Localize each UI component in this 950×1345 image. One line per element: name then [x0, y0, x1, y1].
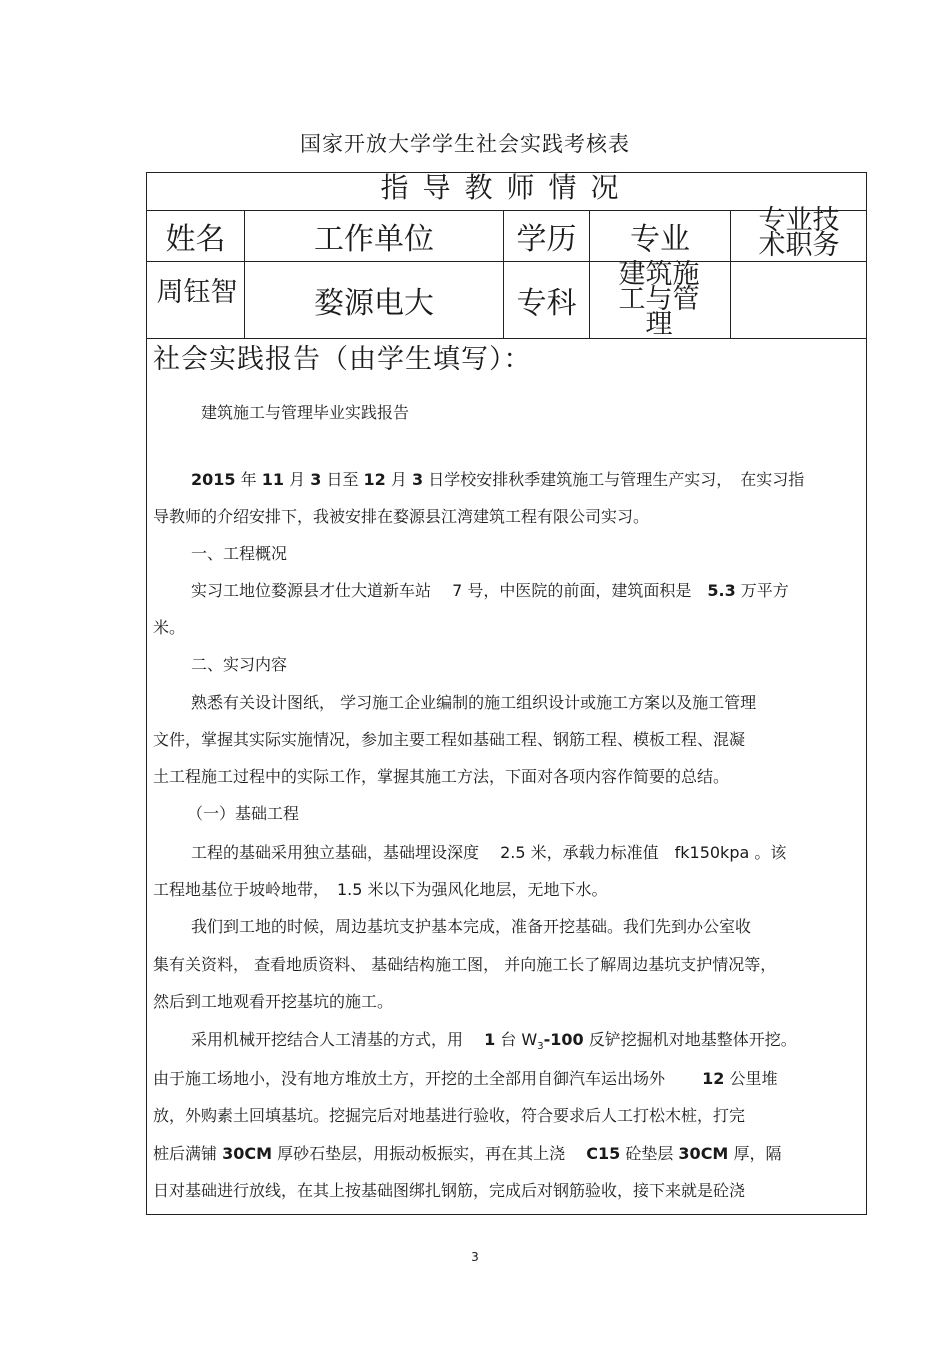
paragraph-line: 文件，掌握其实际实施情况，参加主要工程如基础工程、钢筋工程、模板工程、混凝: [153, 730, 746, 749]
paragraph-line: 米。: [153, 618, 186, 637]
paragraph-line: 导教师的介绍安排下，我被安排在婺源县江湾建筑工程有限公司实习。: [153, 507, 650, 526]
paragraph-line: 日对基础进行放线，在其上按基础图绑扎钢筋，完成后对钢筋验收，接下来就是砼浇: [153, 1181, 746, 1200]
paragraph-line: 由于施工场地小，没有地方堆放土方，开挖的土全部用自御汽车运出场外 12 公里堆: [153, 1069, 778, 1088]
teacher-unit: 婺源电大: [314, 286, 434, 321]
header-education: 学历: [516, 222, 577, 257]
paragraph-line: 熟悉有关设计图纸， 学习施工企业编制的施工组织设计或施工方案以及施工管理: [191, 693, 757, 712]
paragraph-line: 采用机械开挖结合人工清基的方式，用 1 台 $W_3-100$ 反铲挖掘机对地基整体开挖。: [191, 1030, 797, 1053]
report-heading: 社会实践报告（由学生填写）：: [153, 344, 532, 375]
header-title: 专业技术职务: [758, 205, 840, 261]
paragraph-line: 2015 年 11 月 3 日至 12 月 3 日学校安排秋季建筑施工与管理生产实习， 在实习指: [191, 470, 805, 489]
paragraph-line: 集有关资料， 查看地质资料、 基础结构施工图， 并向施工长了解周边基坑支护情况等，: [153, 955, 777, 974]
paragraph-line: 放，外购素土回填基坑。挖掘完后对地基进行验收，符合要求后人工打松木桩，打完: [153, 1106, 746, 1125]
teacher-section-heading: 指导教师情况: [380, 171, 633, 204]
report-subtitle: 建筑施工与管理毕业实践报告: [201, 403, 410, 422]
paragraph-line: 桩后满铺 30CM 厚砂石垫层，用振动板振实，再在其上浇 C15 砼垫层 30CM 厚，隔: [153, 1144, 782, 1163]
paragraph-line: 土工程施工过程中的实际工作，掌握其施工方法，下面对各项内容作简要的总结。: [153, 767, 730, 786]
teacher-title: [731, 262, 867, 338]
paragraph-line: 然后到工地观看开挖基坑的施工。: [153, 992, 394, 1011]
header-unit: 工作单位: [314, 222, 434, 257]
teacher-name: 周钰智: [156, 276, 238, 308]
paragraph-line: 我们到工地的时候，周边基坑支护基本完成，准备开挖基础。我们先到办公室收: [191, 917, 752, 936]
paragraph-line: 实习工地位婺源县才仕大道新车站 7 号，中医院的前面，建筑面积是 5.3 万平方: [191, 581, 789, 600]
section-heading: 一、工程概况: [191, 544, 288, 563]
section-heading: 二、实习内容: [191, 655, 288, 674]
subsection-heading: （一）基础工程: [187, 804, 300, 823]
paragraph-line: 工程地基位于坡岭地带， 1.5 米以下为强风化地层，无地下水。: [153, 880, 608, 899]
header-major: 专业: [630, 222, 690, 257]
teacher-education: 专科: [516, 286, 577, 321]
assessment-table: [146, 172, 867, 1215]
page-number: 3: [471, 1250, 479, 1264]
teacher-major: 建筑施工与管理: [618, 258, 700, 340]
paragraph-line: 工程的基础采用独立基础，基础埋设深度 2.5 米，承载力标准值 fk150kpa 。该: [191, 843, 787, 862]
header-name: 姓名: [165, 222, 226, 257]
document-title: 国家开放大学学生社会实践考核表: [300, 132, 630, 156]
